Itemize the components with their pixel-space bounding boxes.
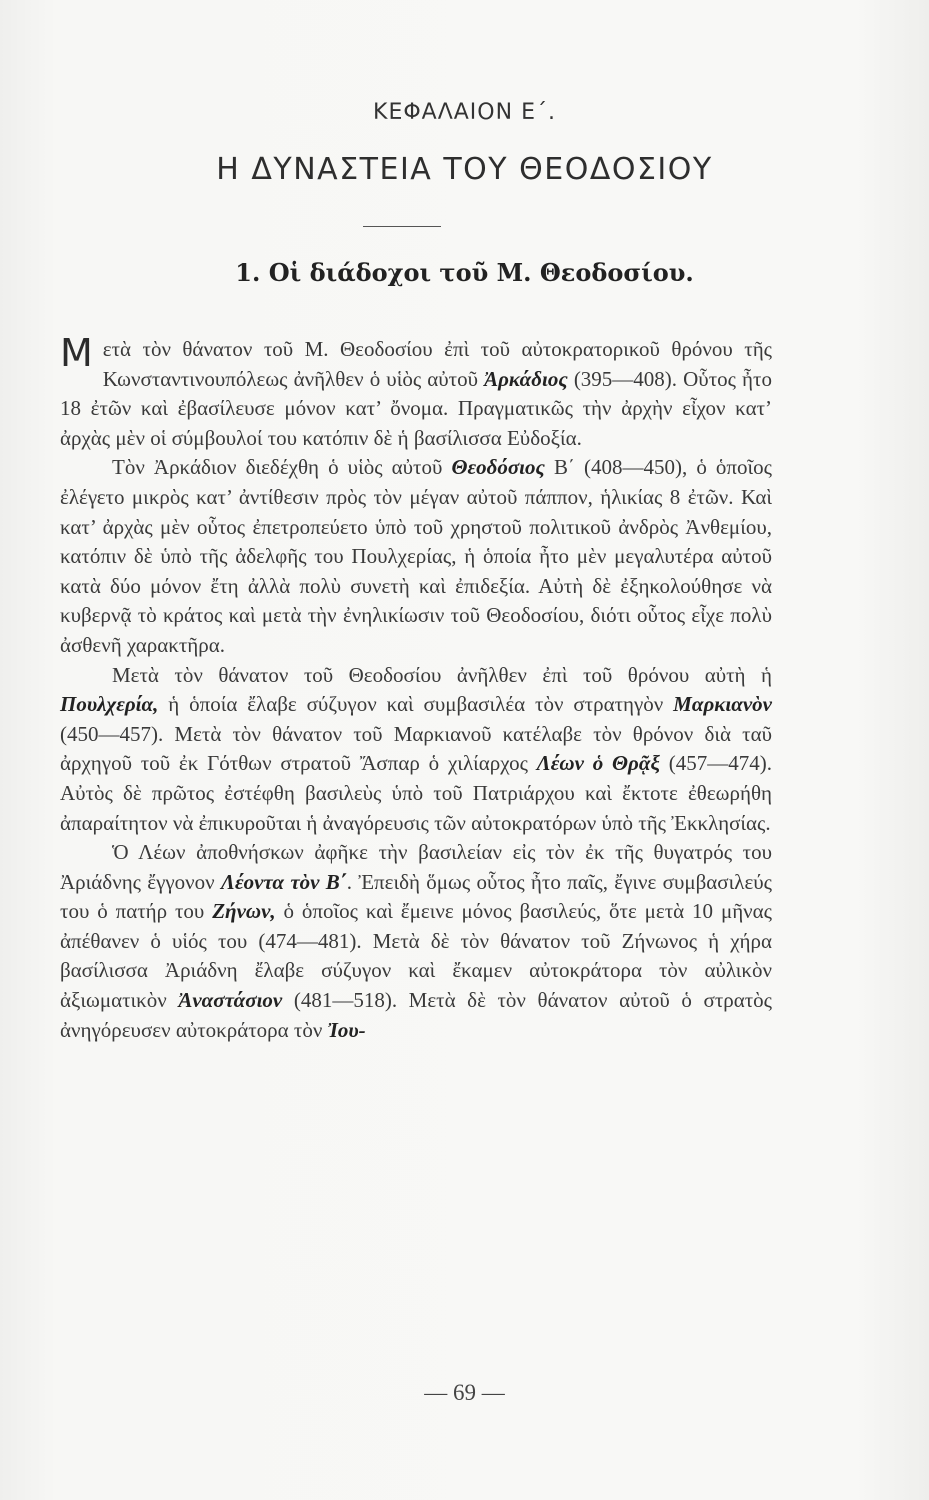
title-divider xyxy=(363,226,441,227)
emphasized-name: Λέοντα τὸν Β΄ xyxy=(220,869,347,894)
text-run: (481—518). Μετὰ δὲ τὸν θάνατον αὐτοῦ ὁ στρατὸς ἀνηγόρευσεν αὐτοκράτορα τὸν xyxy=(60,988,772,1042)
chapter-heading: ΚΕΦΑΛΑΙΟΝ Ε΄. xyxy=(373,100,556,125)
text-run: Ὁ Λέων ἀποθνήσκων ἀφῆκε τὴν βασιλείαν εἰς τὸν ἐκ τῆς θυγατρός του Ἀριάδνης ἔγγονον xyxy=(60,840,772,894)
text-run: Τὸν Ἀρκάδιον διεδέχθη ὁ υἱὸς αὐτοῦ xyxy=(112,455,452,480)
body-text xyxy=(60,331,772,1045)
emphasized-name: Ζήνων, xyxy=(212,899,276,924)
emphasized-name: Θεοδόσιος xyxy=(451,455,545,480)
text-run: Μετὰ τὸν θάνατον τοῦ Θεοδοσίου ἀνῆλθεν ἐπὶ τοῦ θρόνου αὐτὴ ἡ xyxy=(112,662,772,687)
emphasized-name: Ἰου- xyxy=(327,1017,366,1042)
text-run: . Ἐπειδὴ ὅμως οὗτος ἦτο παῖς, ἔγινε συμβασιλεύς του ὁ πατήρ του xyxy=(60,869,772,924)
emphasized-name: Πουλχερία, xyxy=(60,692,159,717)
text-run: (457—474). Αὐτὸς δὲ πρῶτος ἐστέφθη βασιλεὺς ὑπὸ τοῦ Πατριάρχου καὶ ἔκτοτε ἐθεωρήθη ἀπαραίτητον νὰ ἐπικυροῦται ἡ ἀναγόρευσις τῶν αὐτοκρατόρων ὑπὸ τῆς Ἐκκλησίας. xyxy=(60,751,772,835)
text-run: ἡ ὁποία ἔλαβε σύζυγον καὶ συμβασιλέα τὸν στρατηγὸν xyxy=(158,692,674,717)
text-run: (450—457). Μετὰ τὸν θάνατον τοῦ Μαρκιανοῦ κατέλαβε τὸν θρόνον διὰ ταῦ ἀρχηγοῦ τοῦ ἐκ Γότθων στρατοῦ Ἄσπαρ ὁ χιλίαρχος xyxy=(60,721,772,776)
section-heading: 1. Οἱ διάδοχοι τοῦ Μ. Θεοδοσίου. xyxy=(235,258,694,287)
drop-cap: Μ xyxy=(60,331,93,375)
paragraph xyxy=(60,453,772,660)
emphasized-name: Μαρκιανὸν xyxy=(673,692,772,717)
emphasized-name: Ἀρκάδιος xyxy=(484,366,568,391)
text-run: ετὰ τὸν θάνατον τοῦ Μ. Θεοδοσίου ἐπὶ τοῦ αὐτοκρατορικοῦ θρόνου τῆς Κωνσταντινουπόλεως ἀνῆλθεν ὁ υἱὸς αὐτοῦ xyxy=(102,337,772,391)
paragraph xyxy=(60,331,772,453)
emphasized-name: Ἀναστάσιον xyxy=(178,988,283,1013)
text-run: Β΄ (408—450), ὁ ὁποῖος ἐλέγετο μικρὸς κατ’ ἀντίθεσιν πρὸς τὸν μέγαν αὐτοῦ πάππον, ἡλικίας 8 ἐτῶν. Καὶ κατ’ ἀρχὰς μὲν οὗτος ἐπετροπεύετο ὑπὸ τοῦ χρηστοῦ πολιτικοῦ ἀνδρὸς Ἀνθεμίου, κατόπιν δὲ ὑπὸ τῆς ἀδελφῆς του Πουλχερίας, ἡ ὁποία ἦτο μὲν μεγαλυτέρα αὐτοῦ κατὰ δύο μόνον ἔτη ἀλλὰ πολὺ συνετὴ καὶ ἐπιδεξία. Αὐτὴ δὲ ἐξηκολούθησε νὰ κυβερνᾷ τὸ κράτος καὶ μετὰ τὴν ἐνηλικίωσιν τοῦ Θεοδοσίου, διότι οὗτος εἶχε πολὺ ἀσθενῆ χαρακτῆρα. xyxy=(60,455,772,657)
emphasized-name: Λέων ὁ Θρᾷξ xyxy=(536,751,660,776)
paragraph xyxy=(60,661,772,839)
paragraph xyxy=(60,838,772,1045)
text-run: (395—408). Οὗτος ἦτο 18 ἐτῶν καὶ ἐβασίλευσε μόνον κατ’ ὄνομα. Πραγματικῶς τὴν ἀρχὴν εἶχον κατ’ ἀρχὰς μὲν οἱ σύμβουλοί του κατόπιν δὲ ἡ βασίλισσα Εὐδοξία. xyxy=(60,366,772,450)
chapter-title: Η ΔΥΝΑΣΤΕΙΑ ΤΟΥ ΘΕΟΔΟΣΙΟΥ xyxy=(216,152,713,187)
page-number: — 69 — xyxy=(424,1380,505,1405)
text-run: ὁ ὁποῖος καὶ ἔμεινε μόνος βασιλεύς, ὅτε μετὰ 10 μῆνας ἀπέθανεν ὁ υἱός του (474—481). Μετὰ δὲ τὸν θάνατον τοῦ Ζήνωνος ἡ χήρα βασίλισσα Ἀριάδνη ἔλαβε σύζυγον καὶ ἔκαμεν αὐτοκράτορα τὸν αὐλικὸν ἀξιωματικὸν xyxy=(60,899,772,1013)
